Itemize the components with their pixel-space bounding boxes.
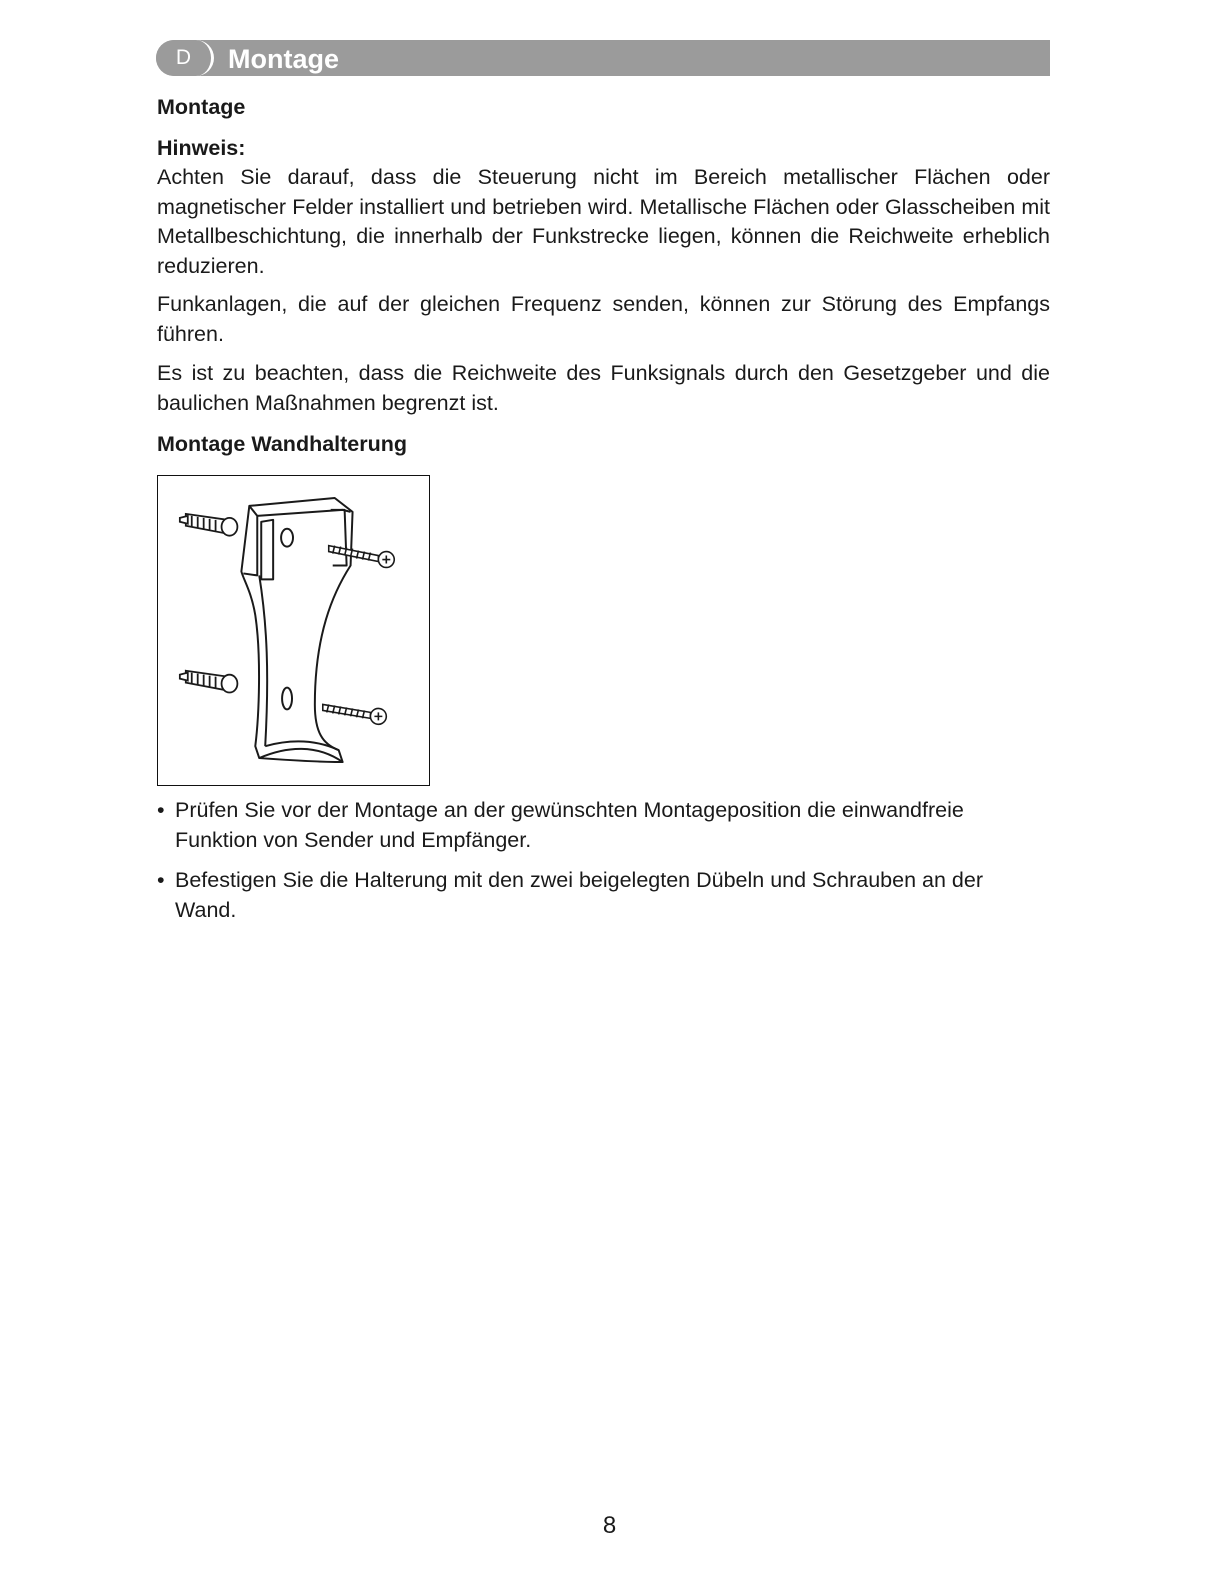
lower-dowel [180, 671, 238, 693]
instruction-text: Prüfen Sie vor der Montage an der gewünschten Montageposition die einwandfreie Funktion von Sender und Empfänger. [175, 798, 964, 852]
instruction-text: Befestigen Sie die Halterung mit den zwei beigelegten Dübeln und Schrauben an der Wand. [175, 868, 983, 922]
note-paragraph-3: Es ist zu beachten, dass die Reichweite des Funksignals durch den Gesetzgeber und die baulichen Maßnahmen begrenzt ist. [157, 361, 1050, 415]
lower-screw [323, 704, 387, 724]
upper-screw [329, 546, 395, 568]
instruction-list [157, 796, 1050, 925]
instruction-item [157, 796, 1050, 855]
language-badge: D [156, 40, 214, 76]
bullet-marker: • [157, 798, 165, 822]
chapter-header-bar [156, 40, 1050, 76]
page-content [157, 92, 1050, 925]
upper-hole [281, 529, 293, 547]
bullet-marker: • [157, 868, 165, 892]
wall-mount-heading: Montage Wandhalterung [157, 432, 408, 456]
upper-dowel [180, 514, 238, 536]
instruction-item [157, 866, 1050, 925]
chapter-title: Montage [228, 44, 339, 74]
lower-hole [282, 688, 292, 710]
page-number: 8 [602, 1512, 617, 1539]
note-paragraph-2: Funkanlagen, die auf der gleichen Frequenz senden, können zur Störung des Empfangs führen. [157, 292, 1050, 346]
note-label: Hinweis: [157, 136, 246, 160]
bracket-drawing [158, 476, 429, 785]
wall-mount-illustration [157, 475, 430, 786]
section-heading: Montage [157, 95, 246, 119]
note-paragraph-1: Achten Sie darauf, dass die Steuerung nicht im Bereich metallischer Flächen oder magnetischer Felder installiert und betrieben wird. Metallische Flächen oder Glasscheiben mit Metallbeschichtung, die innerhalb der Funkstrecke liegen, können die Reichweite erheblich reduzieren. [157, 165, 1050, 278]
